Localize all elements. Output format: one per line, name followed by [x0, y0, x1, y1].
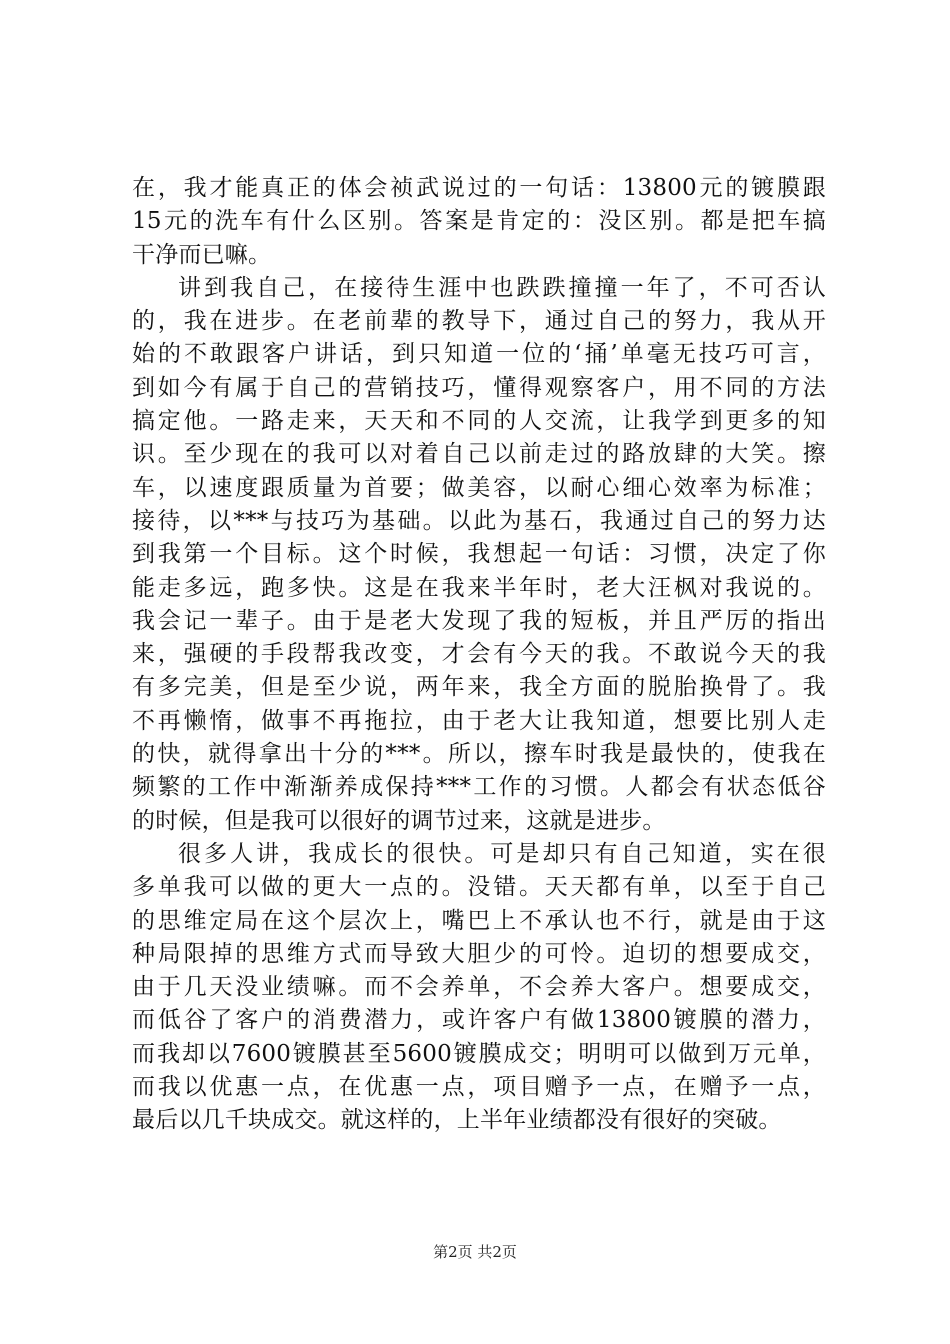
- text-line: 搞定他。一路走来，天天和不同的人交流，让我学到更多的知: [132, 408, 826, 435]
- text-line: 频繁的工作中渐渐养成保持***工作的习惯。人都会有状态低谷: [132, 774, 826, 801]
- text-line: 而我却以7600镀膜甚至5600镀膜成交；明明可以做到万元单，: [132, 1040, 826, 1067]
- text-line: 干净而已嘛。: [132, 241, 272, 268]
- text-line: 最后以几千块成交。就这样的，上半年业绩都没有很好的突破。: [132, 1107, 782, 1134]
- text-line: 来，强硬的手段帮我改变，才会有今天的我。不敢说今天的我: [132, 641, 826, 668]
- text-line: 的，我在进步。在老前辈的教导下，通过自己的努力，我从开: [132, 308, 826, 335]
- text-line: 车，以速度跟质量为首要；做美容，以耐心细心效率为标准；: [132, 474, 826, 501]
- text-line: 的快，就得拿出十分的***。所以，擦车时我是最快的，使我在: [132, 741, 826, 768]
- text-line: 识。至少现在的我可以对着自己以前走过的路放肆的大笑。擦: [132, 441, 826, 468]
- text-line: 有多完美，但是至少说，两年来，我全方面的脱胎换骨了。我: [132, 674, 826, 701]
- text-line: 不再懒惰，做事不再拖拉，由于老大让我知道，想要比别人走: [132, 707, 826, 734]
- text-line: 的思维定局在这个层次上，嘴巴上不承认也不行，就是由于这: [132, 907, 826, 934]
- text-line: 到我第一个目标。这个时候，我想起一句话：习惯，决定了你: [132, 541, 826, 568]
- paragraph-first-line: 讲到我自己，在接待生涯中也跌跌撞撞一年了，不可否认: [178, 274, 826, 301]
- page-footer: [0, 1242, 950, 1262]
- text-line: 能走多远，跑多快。这是在我来半年时，老大汪枫对我说的。: [132, 574, 826, 601]
- page-number: 第2页 共2页: [433, 1243, 517, 1261]
- text-line: 到如今有属于自己的营销技巧，懂得观察客户，用不同的方法: [132, 374, 826, 401]
- text-line: 接待，以***与技巧为基础。以此为基石，我通过自己的努力达: [132, 507, 826, 534]
- paragraph-first-line: 很多人讲，我成长的很快。可是却只有自己知道，实在很: [178, 840, 826, 867]
- text-line: 由于几天没业绩嘛。而不会养单，不会养大客户。想要成交，: [132, 974, 826, 1001]
- text-line: 而我以优惠一点，在优惠一点，项目赠予一点，在赠予一点，: [132, 1074, 826, 1101]
- text-line: 而低谷了客户的消费潜力，或许客户有做13800镀膜的潜力，: [132, 1007, 826, 1034]
- text-line: 始的不敢跟客户讲话，到只知道一位的‘捅’单毫无技巧可言，: [132, 341, 826, 368]
- text-line: 的时候，但是我可以很好的调节过来，这就是进步。: [132, 807, 666, 834]
- text-line: 我会记一辈子。由于是老大发现了我的短板，并且严厉的指出: [132, 607, 826, 634]
- text-line: 在，我才能真正的体会祯武说过的一句话：13800元的镀膜跟: [132, 175, 826, 201]
- text-line: 15元的洗车有什么区别。答案是肯定的：没区别。都是把车搞: [132, 208, 826, 235]
- body-text: [132, 172, 826, 1138]
- text-line: 多单我可以做的更大一点的。没错。天天都有单，以至于自己: [132, 874, 826, 901]
- text-line: 种局限掉的思维方式而导致大胆少的可怜。迫切的想要成交，: [132, 940, 826, 967]
